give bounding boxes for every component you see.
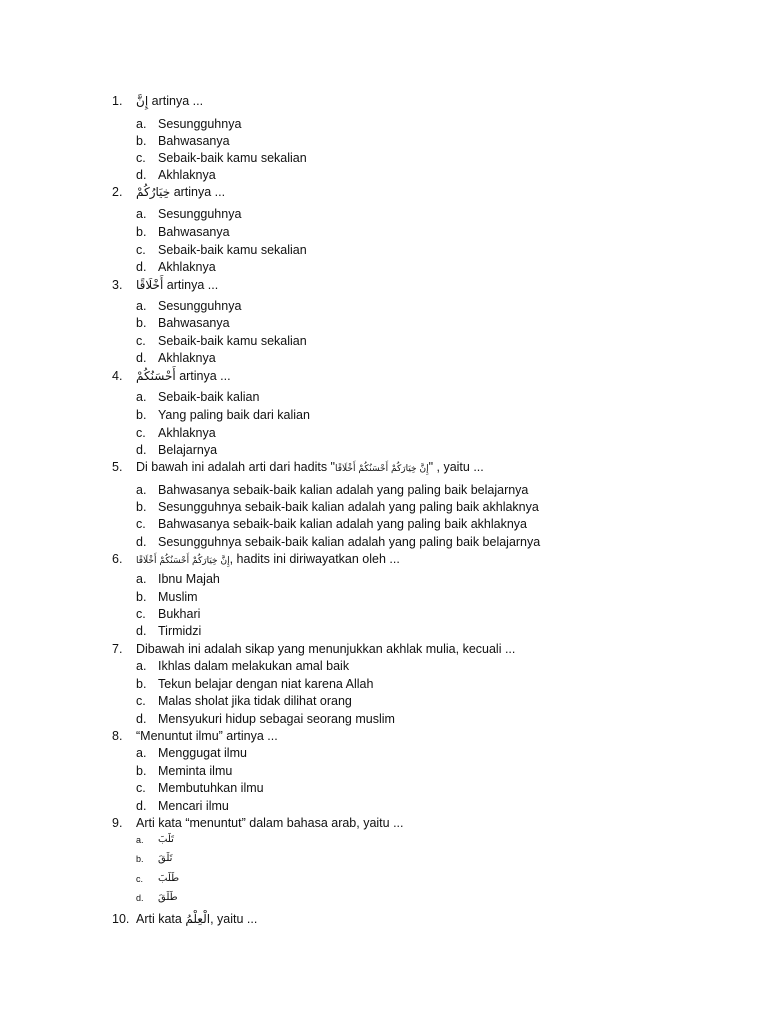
option-text: Sebaik-baik kamu sekalian (158, 334, 307, 348)
arabic-term: الْعِلْمُ (185, 912, 211, 926)
option-text: Bukhari (158, 607, 201, 621)
question-text-suffix: " , yaitu ... (428, 460, 484, 474)
question-text: Dibawah ini adalah sikap yang menunjukkan akhlak mulia, kecuali ... (136, 642, 516, 656)
option-text: Sesungguhnya (158, 207, 242, 221)
option-text: Sebaik-baik kamu sekalian (158, 243, 307, 257)
question-number: 5. (112, 460, 123, 474)
option-letter: a. (136, 390, 147, 404)
option-letter: a. (136, 117, 147, 131)
option-letter: a. (136, 572, 147, 586)
question-number: 9. (112, 816, 123, 830)
option-letter: d. (136, 443, 147, 457)
question-text-prefix: Di bawah ini adalah arti dari hadits " (136, 460, 335, 474)
option-letter: a. (136, 207, 147, 221)
option-text: Menggugat ilmu (158, 746, 247, 760)
question-text: artinya ... (166, 278, 219, 292)
option-letter: b. (136, 764, 147, 778)
hadith-arabic: إِنَّ خِيَارَكُمْ أَحْسَنُكُمْ أَخْلَاقًا (136, 556, 230, 566)
option-letter: c. (136, 781, 146, 795)
option-text: Sesungguhnya (158, 117, 242, 131)
question-number: 4. (112, 369, 123, 383)
question-text-suffix: , yaitu ... (210, 912, 258, 926)
option-letter: b. (136, 408, 147, 422)
option-arabic: تَلَقَ (158, 853, 173, 864)
option-text: Belajarnya (158, 443, 218, 457)
option-text: Sebaik-baik kamu sekalian (158, 151, 307, 165)
option-letter: d. (136, 168, 147, 182)
option-text: Bahwasanya sebaik-baik kalian adalah yang paling baik belajarnya (158, 483, 529, 497)
option-letter: b. (136, 500, 147, 514)
option-letter: d. (136, 712, 147, 726)
option-text: Yang paling baik dari kalian (158, 408, 310, 422)
option-arabic: تَلَبَ (158, 834, 174, 845)
option-text: Tirmidzi (158, 624, 202, 638)
option-text: Meminta ilmu (158, 764, 233, 778)
question-text: Arti kata “menuntut” dalam bahasa arab, yaitu ... (136, 816, 404, 830)
option-letter: d. (136, 535, 147, 549)
question-text: artinya ... (179, 369, 231, 383)
question-number: 2. (112, 185, 123, 199)
option-letter: c. (136, 517, 146, 531)
option-arabic: طَلَقَ (158, 892, 178, 903)
option-text: Tekun belajar dengan niat karena Allah (158, 677, 374, 691)
option-letter: c. (136, 874, 144, 884)
option-letter: a. (136, 835, 144, 845)
arabic-term: إِنَّ (136, 94, 149, 108)
option-text: Membutuhkan ilmu (158, 781, 264, 795)
question-number: 7. (112, 642, 123, 656)
option-letter: b. (136, 225, 147, 239)
hadith-arabic: إِنَّ خِيَارَكُمْ أَحْسَنُكُمْ أَخْلَاقًا (335, 464, 429, 474)
option-text: Sesungguhnya sebaik-baik kalian adalah yang paling baik akhlaknya (158, 500, 539, 514)
option-text: Sesungguhnya sebaik-baik kalian adalah yang paling baik belajarnya (158, 535, 541, 549)
option-letter: a. (136, 483, 147, 497)
option-letter: c. (136, 607, 146, 621)
question-number: 6. (112, 552, 123, 566)
option-text: Bahwasanya (158, 316, 230, 330)
option-letter: b. (136, 677, 147, 691)
option-letter: b. (136, 316, 147, 330)
option-letter: b. (136, 854, 144, 864)
option-letter: d. (136, 260, 147, 274)
option-text: Bahwasanya (158, 134, 230, 148)
option-text: Akhlaknya (158, 351, 216, 365)
option-letter: a. (136, 659, 147, 673)
question-text-prefix: Arti kata (136, 912, 186, 926)
option-text: Ibnu Majah (158, 572, 220, 586)
option-text: Mencari ilmu (158, 799, 229, 813)
option-letter: a. (136, 746, 147, 760)
question-text: artinya ... (151, 94, 204, 108)
option-text: Bahwasanya (158, 225, 230, 239)
question-text: , hadits ini diriwayatkan oleh ... (229, 552, 400, 566)
option-letter: d. (136, 893, 144, 903)
option-text: Mensyukuri hidup sebagai seorang muslim (158, 712, 395, 726)
question-number: 3. (112, 278, 123, 292)
option-text: Muslim (158, 590, 198, 604)
question-text: artinya ... (173, 185, 226, 199)
option-text: Akhlaknya (158, 426, 216, 440)
option-text: Bahwasanya sebaik-baik kalian adalah yang paling baik akhlaknya (158, 517, 527, 531)
arabic-term: خِيَارُكُمْ (136, 185, 171, 199)
option-arabic: طَلَبَ (158, 873, 180, 884)
question-text: “Menuntut ilmu” artinya ... (136, 729, 278, 743)
question-number: 1. (112, 94, 123, 108)
option-letter: b. (136, 590, 147, 604)
option-letter: c. (136, 334, 146, 348)
option-letter: c. (136, 694, 146, 708)
option-letter: c. (136, 426, 146, 440)
option-text: Malas sholat jika tidak dilihat orang (158, 694, 352, 708)
option-text: Ikhlas dalam melakukan amal baik (158, 659, 350, 673)
option-text: Akhlaknya (158, 168, 216, 182)
option-letter: c. (136, 151, 146, 165)
option-letter: a. (136, 299, 147, 313)
option-letter: c. (136, 243, 146, 257)
arabic-term: أَحْسَنُكُمْ (136, 369, 176, 383)
option-text: Akhlaknya (158, 260, 216, 274)
option-text: Sebaik-baik kalian (158, 390, 260, 404)
option-letter: d. (136, 351, 147, 365)
option-text: Sesungguhnya (158, 299, 242, 313)
arabic-term: أَخْلَاقًا (136, 278, 164, 292)
option-letter: d. (136, 799, 147, 813)
question-number: 8. (112, 729, 123, 743)
option-letter: d. (136, 624, 147, 638)
option-letter: b. (136, 134, 147, 148)
question-number: 10. (112, 912, 130, 926)
